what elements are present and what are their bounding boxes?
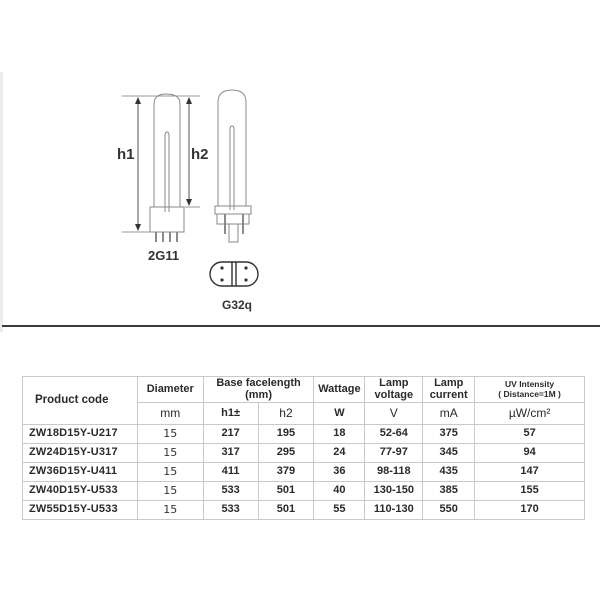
unit-lamp-voltage: V [365, 403, 423, 425]
unit-h1: h1± [203, 403, 258, 425]
header-lamp-voltage: Lamp voltage [365, 377, 423, 403]
unit-wattage: W [314, 403, 365, 425]
header-base-face-length: Base facelength (mm) [203, 377, 314, 403]
cell-diameter: 15 [137, 425, 203, 444]
table-row [23, 501, 585, 520]
g32q-base-symbol-icon [210, 262, 258, 286]
cell-h1: 533 [203, 501, 258, 520]
base-g32q-label: G32q [222, 298, 253, 312]
cell-h2: 295 [258, 444, 314, 463]
table-header-row [23, 377, 585, 403]
cell-h1: 533 [203, 482, 258, 501]
cell-h2: 501 [258, 501, 314, 520]
cell-wattage: 18 [314, 425, 365, 444]
cell-h2: 501 [258, 482, 314, 501]
section-divider [2, 325, 600, 327]
header-product-code: Product code [23, 377, 138, 425]
base-2g11-label: 2G11 [148, 248, 180, 263]
cell-current: 435 [423, 463, 475, 482]
cell-voltage: 98-118 [365, 463, 423, 482]
cell-h2: 195 [258, 425, 314, 444]
cell-wattage: 55 [314, 501, 365, 520]
cell-voltage: 77-97 [365, 444, 423, 463]
header-lamp-current: Lamp current [423, 377, 475, 403]
cell-uv: 57 [475, 425, 585, 444]
cell-wattage: 24 [314, 444, 365, 463]
spec-table [22, 376, 585, 520]
unit-lamp-current: mA [423, 403, 475, 425]
lamp-2g11-icon [122, 94, 200, 242]
lamp-g32q-icon [215, 90, 251, 242]
cell-product-code: ZW18D15Y-U217 [23, 425, 138, 444]
header-uv-intensity-line2: ( Distance=1M ) [498, 388, 561, 399]
cell-current: 345 [423, 444, 475, 463]
cell-uv: 155 [475, 482, 585, 501]
table-row [23, 463, 585, 482]
header-uv-intensity [475, 377, 585, 403]
cell-voltage: 130-150 [365, 482, 423, 501]
cell-product-code: ZW55D15Y-U533 [23, 501, 138, 520]
cell-h2: 379 [258, 463, 314, 482]
table-row [23, 482, 585, 501]
cell-current: 550 [423, 501, 475, 520]
cell-h1: 317 [203, 444, 258, 463]
header-wattage: Wattage [314, 377, 365, 403]
h2-label: h2 [191, 146, 209, 163]
cell-voltage: 52-64 [365, 425, 423, 444]
table-row [23, 444, 585, 463]
cell-wattage: 40 [314, 482, 365, 501]
unit-diameter: mm [137, 403, 203, 425]
cell-voltage: 110-130 [365, 501, 423, 520]
cell-current: 385 [423, 482, 475, 501]
cell-diameter: 15 [137, 463, 203, 482]
cell-current: 375 [423, 425, 475, 444]
table-row [23, 425, 585, 444]
cell-diameter: 15 [137, 444, 203, 463]
cell-product-code: ZW40D15Y-U533 [23, 482, 138, 501]
header-uv-intensity-line1: UV Intensity [505, 378, 555, 389]
cell-product-code: ZW36D15Y-U411 [23, 463, 138, 482]
cell-uv: 147 [475, 463, 585, 482]
cell-uv: 170 [475, 501, 585, 520]
unit-uv-intensity: µW/cm² [475, 403, 585, 425]
cell-h1: 217 [203, 425, 258, 444]
cell-diameter: 15 [137, 501, 203, 520]
cell-product-code: ZW24D15Y-U317 [23, 444, 138, 463]
header-diameter: Diameter [137, 377, 203, 403]
cell-uv: 94 [475, 444, 585, 463]
cell-h1: 411 [203, 463, 258, 482]
cell-diameter: 15 [137, 482, 203, 501]
h1-label: h1 [117, 146, 135, 163]
unit-h2: h2 [258, 403, 314, 425]
cell-wattage: 36 [314, 463, 365, 482]
